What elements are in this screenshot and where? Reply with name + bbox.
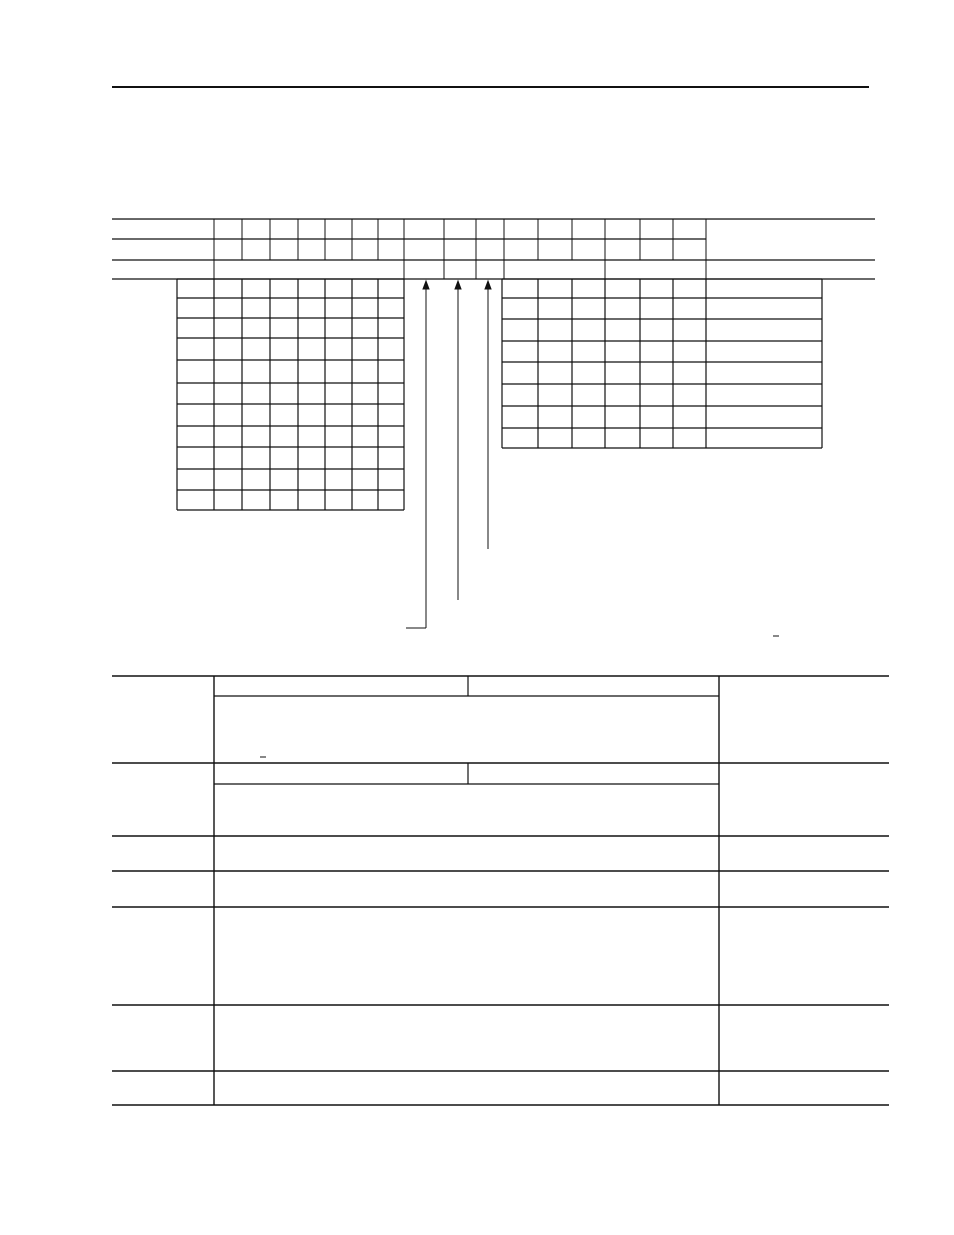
pointer-arrow-b-head: [455, 281, 461, 289]
pointer-arrow-c-head: [485, 281, 491, 289]
pointer-arrow-a-head: [423, 281, 429, 289]
